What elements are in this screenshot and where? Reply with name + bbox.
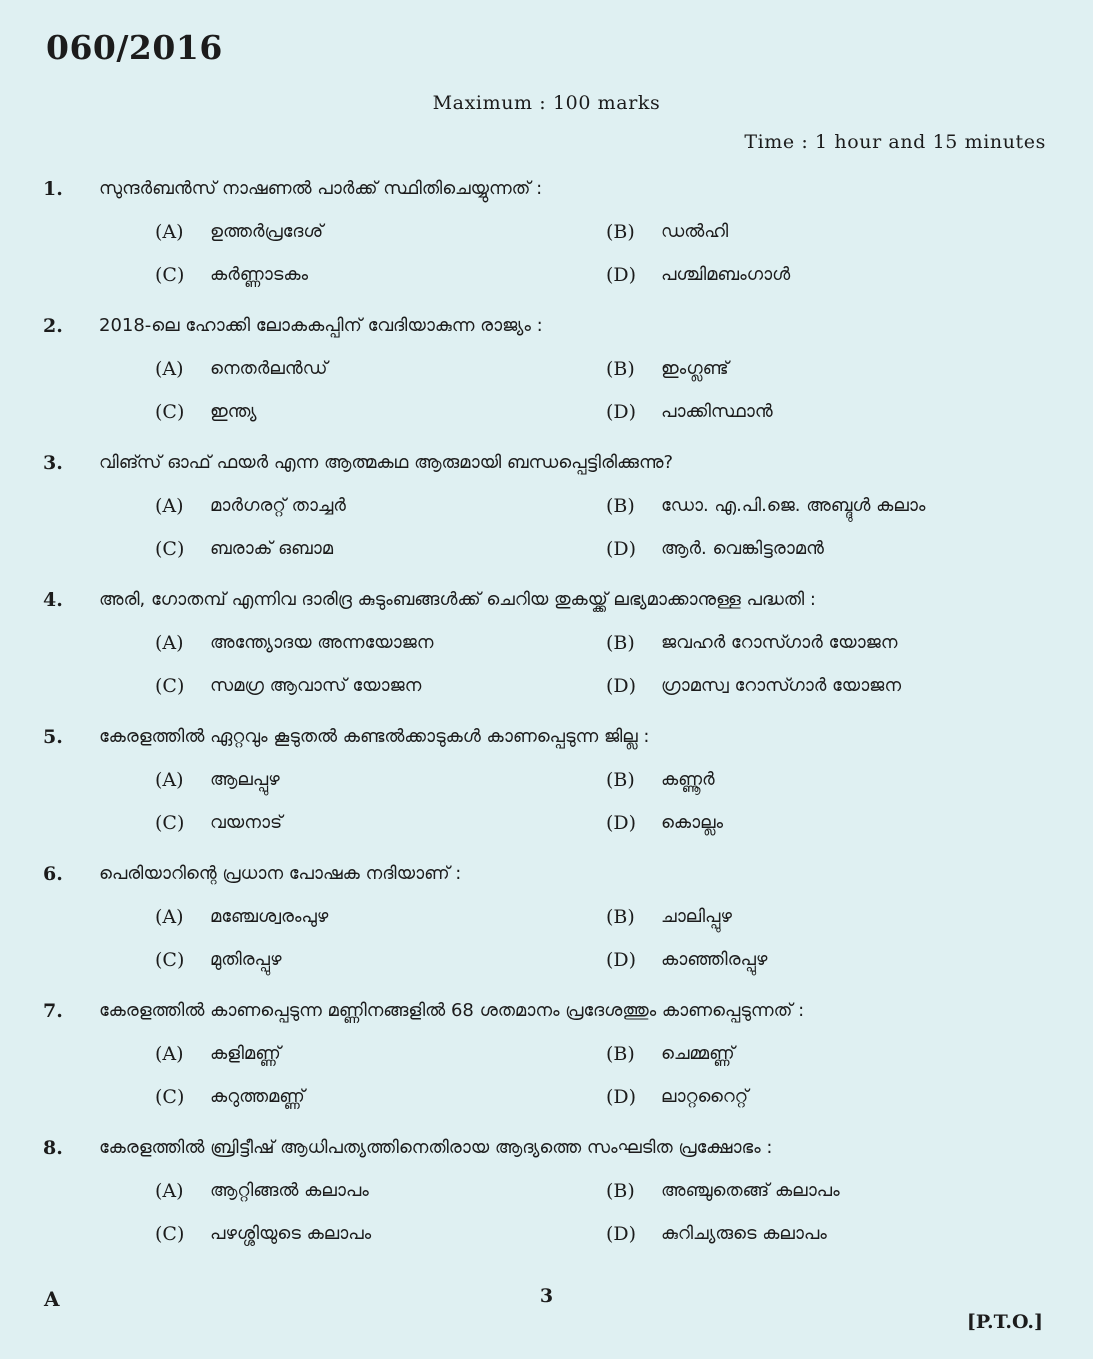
option-text: മഞ്ചേശ്വരംപുഴ	[210, 906, 329, 927]
paper-code: 060/2016	[46, 28, 223, 67]
option-label: (D)	[606, 1223, 637, 1245]
option-text: കളിമണ്ണ്	[210, 1043, 281, 1064]
option-label: (C)	[155, 1223, 185, 1245]
question-number: 7.	[43, 1000, 63, 1022]
option-text: ആലപ്പുഴ	[210, 769, 280, 790]
option-label: (B)	[606, 906, 635, 928]
question-number: 8.	[43, 1137, 63, 1159]
option-label: (A)	[155, 632, 184, 654]
time-allowed: Time : 1 hour and 15 minutes	[744, 131, 1046, 153]
option-label: (C)	[155, 264, 185, 286]
option-text: കണ്ണൂർ	[661, 769, 715, 790]
option-text: ചാലിപ്പുഴ	[661, 906, 732, 927]
option-label: (D)	[606, 1086, 637, 1108]
question-4	[0, 589, 1093, 719]
option-label: (C)	[155, 812, 185, 834]
option-label: (C)	[155, 1086, 185, 1108]
question-3	[0, 452, 1093, 582]
option-label: (A)	[155, 495, 184, 517]
option-label: (D)	[606, 949, 637, 971]
option-text: കാഞ്ഞിരപ്പുഴ	[661, 949, 768, 970]
option-text: പഴശ്ശിയുടെ കലാപം	[210, 1223, 372, 1244]
please-turn-over: [P.T.O.]	[966, 1311, 1043, 1333]
option-label: (B)	[606, 358, 635, 380]
option-label: (D)	[606, 538, 637, 560]
question-number: 4.	[43, 589, 63, 611]
question-6	[0, 863, 1093, 993]
option-label: (B)	[606, 495, 635, 517]
option-text: ഡോ. എ.പി.ജെ. അബ്ദുൾ കലാം	[661, 495, 926, 516]
option-text: സമഗ്ര ആവാസ് യോജന	[210, 675, 422, 696]
option-text: ജവഹർ റോസ്ഗാർ യോജന	[661, 632, 898, 653]
option-label: (A)	[155, 1180, 184, 1202]
option-text: ആർ. വെങ്കിട്ടരാമൻ	[661, 538, 824, 559]
option-text: വയനാട്	[210, 812, 283, 833]
option-text: ലാറ്ററൈറ്റ്	[661, 1086, 749, 1107]
question-2	[0, 315, 1093, 445]
question-number: 2.	[43, 315, 63, 337]
question-text: കേരളത്തിൽ കാണപ്പെടുന്ന മണ്ണിനങ്ങളിൽ 68 ശതമാനം പ്രദേശത്തും കാണപ്പെടുന്നത് :	[99, 1000, 805, 1021]
question-1	[0, 178, 1093, 308]
option-label: (A)	[155, 769, 184, 791]
option-text: പശ്ചിമബംഗാൾ	[661, 264, 791, 285]
option-label: (C)	[155, 949, 185, 971]
option-label: (A)	[155, 358, 184, 380]
question-text: പെരിയാറിന്റെ പ്രധാന പോഷക നദിയാണ് :	[99, 863, 462, 884]
question-number: 6.	[43, 863, 63, 885]
option-text: ബരാക് ഒബാമ	[210, 538, 334, 559]
question-text: കേരളത്തിൽ ഏറ്റവും കൂടുതൽ കണ്ടൽക്കാടുകൾ കാണപ്പെടുന്ന ജില്ല :	[99, 726, 650, 747]
option-label: (D)	[606, 812, 637, 834]
option-text: ചെമ്മണ്ണ്	[661, 1043, 735, 1064]
option-label: (B)	[606, 1043, 635, 1065]
option-text: ഉത്തർപ്രദേശ്	[210, 221, 324, 242]
option-text: കറുത്തമണ്ണ്	[210, 1086, 305, 1107]
option-text: മാർഗരറ്റ് താച്ചർ	[210, 495, 346, 516]
option-label: (D)	[606, 401, 637, 423]
question-text: കേരളത്തിൽ ബ്രിട്ടീഷ് ആധിപത്യത്തിനെതിരായ ആദ്യത്തെ സംഘടിത പ്രക്ഷോഭം :	[99, 1137, 773, 1158]
question-7	[0, 1000, 1093, 1130]
option-text: അന്ത്യോദയ അന്നയോജന	[210, 632, 434, 653]
option-text: മുതിരപ്പുഴ	[210, 949, 282, 970]
question-number: 5.	[43, 726, 63, 748]
question-number: 1.	[43, 178, 63, 200]
option-label: (A)	[155, 221, 184, 243]
option-label: (B)	[606, 1180, 635, 1202]
option-label: (C)	[155, 675, 185, 697]
option-text: ആറ്റിങ്ങൽ കലാപം	[210, 1180, 369, 1201]
option-text: ഇംഗ്ലണ്ട്	[661, 358, 729, 379]
option-label: (A)	[155, 906, 184, 928]
option-label: (B)	[606, 221, 635, 243]
page-number: 3	[539, 1285, 554, 1307]
question-text: സുന്ദർബൻസ് നാഷണൽ പാർക്ക് സ്ഥിതിചെയ്യുന്നത് :	[99, 178, 543, 199]
option-label: (A)	[155, 1043, 184, 1065]
option-label: (C)	[155, 538, 185, 560]
option-text: പാക്കിസ്ഥാൻ	[661, 401, 773, 422]
option-text: കൊല്ലം	[661, 812, 724, 833]
option-text: ഇന്ത്യ	[210, 401, 257, 422]
option-label: (B)	[606, 632, 635, 654]
maximum-marks: Maximum : 100 marks	[432, 92, 661, 114]
option-label: (D)	[606, 264, 637, 286]
question-text: 2018-ലെ ഹോക്കി ലോകകപ്പിന് വേദിയാകുന്ന രാജ്യം :	[99, 315, 543, 336]
option-label: (C)	[155, 401, 185, 423]
question-8	[0, 1137, 1093, 1267]
option-label: (B)	[606, 769, 635, 791]
option-text: നെതർലൻഡ്	[210, 358, 328, 379]
question-text: അരി, ഗോതമ്പ് എന്നിവ ദാരിദ്ര കുടുംബങ്ങൾക്ക് ചെറിയ തുകയ്ക്ക് ലഭ്യമാക്കാനുള്ള പദ്ധതി :	[99, 589, 816, 610]
question-number: 3.	[43, 452, 63, 474]
option-text: ഗ്രാമസ്വ റോസ്ഗാർ യോജന	[661, 675, 902, 696]
option-text: കുറിച്യരുടെ കലാപം	[661, 1223, 827, 1244]
question-5	[0, 726, 1093, 856]
question-set-letter: A	[44, 1287, 60, 1311]
option-text: ഡൽഹി	[661, 221, 729, 242]
question-text: വിങ്സ് ഓഫ് ഫയർ എന്ന ആത്മകഥ ആരുമായി ബന്ധപ്പെട്ടിരിക്കുന്നു?	[99, 452, 674, 473]
option-label: (D)	[606, 675, 637, 697]
option-text: അഞ്ചുതെങ്ങ് കലാപം	[661, 1180, 840, 1201]
option-text: കർണ്ണാടകം	[210, 264, 309, 285]
